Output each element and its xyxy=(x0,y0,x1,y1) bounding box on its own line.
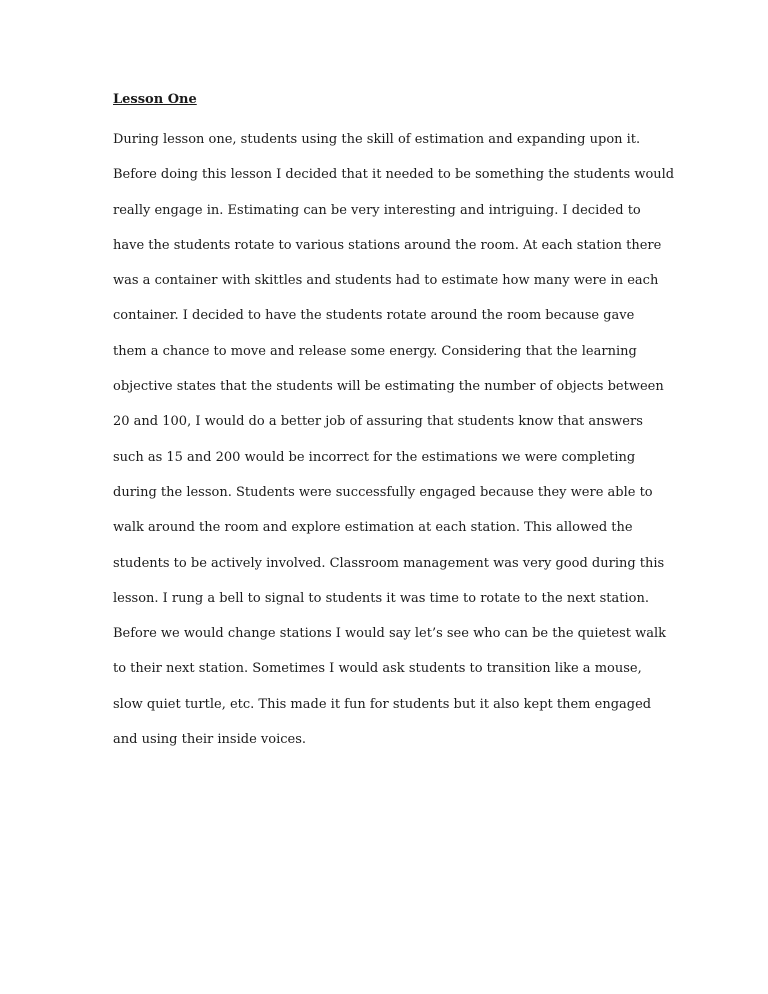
paragraph-line: Before doing this lesson I decided that it needed to be something the students would xyxy=(113,167,675,183)
paragraph-line: 20 and 100, I would do a better job of assuring that students know that answers xyxy=(113,414,643,430)
paragraph-line: slow quiet turtle, etc. This made it fun for students but it also kept them engaged xyxy=(113,696,652,712)
section-heading: Lesson One xyxy=(113,92,197,107)
paragraph-line: during the lesson. Students were successfully engaged because they were able to xyxy=(113,484,653,500)
paragraph-line: them a chance to move and release some energy. Considering that the learning xyxy=(113,343,637,359)
paragraph-line: really engage in. Estimating can be very interesting and intriguing. I decided to xyxy=(113,202,641,218)
paragraph-line: to their next station. Sometimes I would ask students to transition like a mouse, xyxy=(113,661,642,677)
paragraph-line: walk around the room and explore estimation at each station. This allowed the xyxy=(113,520,633,536)
paragraph-line: objective states that the students will be estimating the number of objects between xyxy=(113,379,664,395)
paragraph-line: Before we would change stations I would say let’s see who can be the quietest walk xyxy=(113,626,667,642)
paragraph-line: have the students rotate to various stations around the room. At each station there xyxy=(113,237,662,253)
paragraph-line: students to be actively involved. Classroom management was very good during this xyxy=(113,555,665,571)
paragraph-line: and using their inside voices. xyxy=(113,732,307,748)
paragraph-line: was a container with skittles and students had to estimate how many were in each xyxy=(113,273,659,289)
paragraph-line: container. I decided to have the students rotate around the room because gave xyxy=(113,308,635,324)
document-content xyxy=(113,88,673,757)
paragraph-line: lesson. I rung a bell to signal to students it was time to rotate to the next station. xyxy=(113,590,649,606)
paragraph-line: such as 15 and 200 would be incorrect for the estimations we were completing xyxy=(113,449,636,465)
body-paragraph xyxy=(113,122,673,757)
paragraph-line: During lesson one, students using the skill of estimation and expanding upon it. xyxy=(113,132,641,147)
